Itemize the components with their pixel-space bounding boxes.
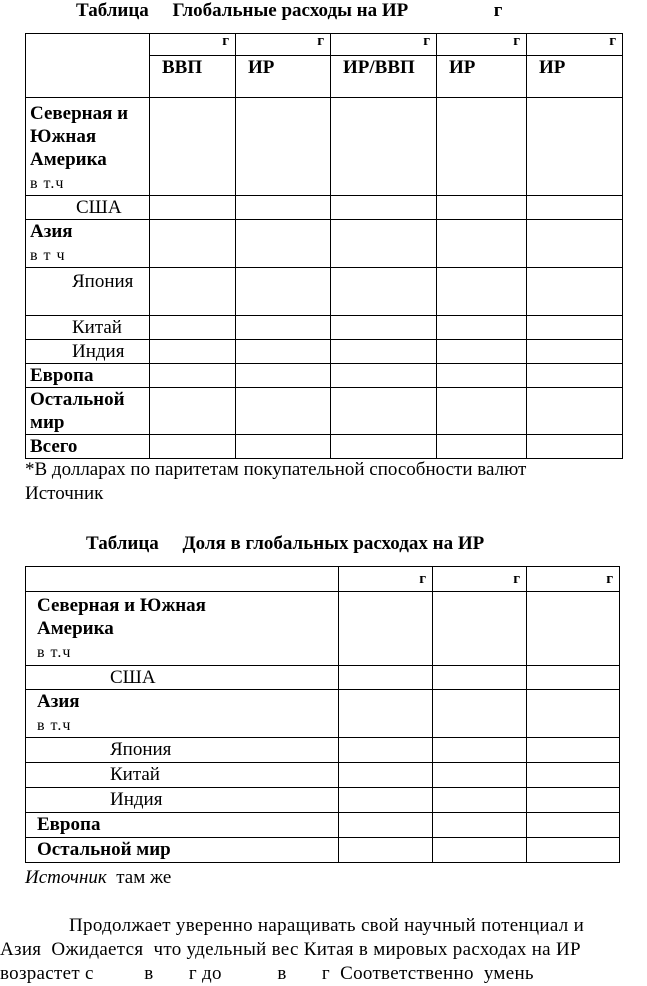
table1-label-incl: в т.ч bbox=[30, 175, 65, 192]
table1-year-1: г bbox=[150, 34, 236, 56]
table1-label-usa: США bbox=[26, 196, 150, 220]
table2-caption: Таблица Доля в глобальных расходах на ИР bbox=[86, 533, 485, 554]
table2-corner bbox=[26, 567, 339, 592]
table2-row-americas bbox=[26, 592, 339, 666]
table2-label-americas: Северная и Южная Америка bbox=[37, 595, 206, 639]
table2-row-asia bbox=[26, 690, 339, 738]
table2-label-europe: Европа bbox=[26, 813, 339, 838]
table1-header-rd-1: ИР bbox=[236, 56, 331, 98]
table1-label-total: Всего bbox=[26, 435, 150, 459]
table2-label-china: Китай bbox=[26, 763, 339, 788]
table1 bbox=[25, 33, 623, 459]
table2-label-incl2: в т.ч bbox=[37, 717, 72, 734]
table1-label-americas: Северная и Южная Америка bbox=[30, 103, 129, 170]
table2-source-rest: там же bbox=[116, 867, 172, 888]
table2-label-usa: США bbox=[26, 666, 339, 690]
table1-year-2: г bbox=[236, 34, 331, 56]
table1-label-japan: Япония bbox=[26, 268, 150, 316]
paragraph-line-3: возрастет с в г до в г Соответственно умень bbox=[0, 963, 534, 984]
table1-row-asia bbox=[26, 220, 150, 268]
paragraph-line-2: Азия Ожидается что удельный вес Китая в мировых расходах на ИР bbox=[0, 939, 581, 960]
table1-header-rd-gdp: ИР/ВВП bbox=[331, 56, 437, 98]
table2-label-japan: Япония bbox=[26, 738, 339, 763]
table2 bbox=[25, 566, 620, 863]
table2-label-incl: в т.ч bbox=[37, 644, 72, 661]
table1-header-rd-2: ИР bbox=[437, 56, 527, 98]
table1-year-5: г bbox=[527, 34, 623, 56]
table1-label-rest: Остальной мир bbox=[26, 388, 150, 435]
table2-label-rest: Остальной мир bbox=[26, 838, 339, 863]
table1-row-americas bbox=[26, 98, 150, 196]
table1-year-3: г bbox=[331, 34, 437, 56]
table1-label-europe: Европа bbox=[26, 364, 150, 388]
table1-year-4: г bbox=[437, 34, 527, 56]
table1-footnote: *В долларах по паритетам покупательной способности валют bbox=[25, 459, 527, 480]
table1-label-china: Китай bbox=[26, 316, 150, 340]
table2-source-label: Источник bbox=[25, 867, 107, 888]
paragraph-line-1: Продолжает уверенно наращивать свой научный потенциал и bbox=[69, 915, 585, 936]
table1-label-india: Индия bbox=[26, 340, 150, 364]
table1-label-asia: Азия bbox=[30, 221, 73, 242]
table2-source bbox=[25, 866, 171, 889]
table1-label-incl2: в т ч bbox=[30, 247, 66, 264]
table2-year-1: г bbox=[339, 567, 433, 592]
table2-year-3: г bbox=[527, 567, 620, 592]
table2-label-india: Индия bbox=[26, 788, 339, 813]
table1-caption: Таблица Глобальные расходы на ИР г bbox=[76, 0, 503, 21]
table2-year-2: г bbox=[433, 567, 527, 592]
table1-corner bbox=[26, 34, 150, 98]
table1-header-gdp: ВВП bbox=[150, 56, 236, 98]
table2-label-asia: Азия bbox=[37, 691, 80, 712]
table1-header-rd-3: ИР bbox=[527, 56, 623, 98]
table1-source: Источник bbox=[25, 483, 104, 504]
